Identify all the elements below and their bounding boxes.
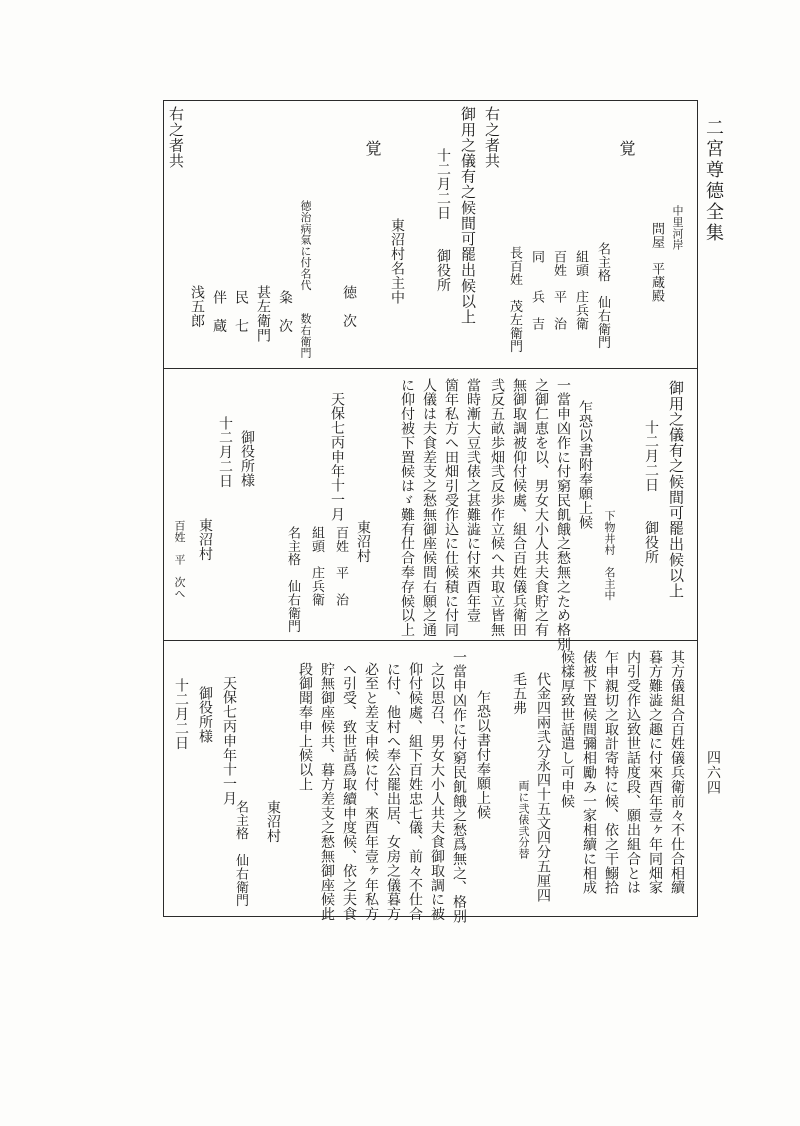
- text-column: 名主格 仙右衛門: [595, 242, 610, 350]
- text-column: 徳治病氣に付名代 数右衛門: [299, 200, 312, 359]
- text-column: 弐反五畝歩畑弐反歩作立候へ共取立皆無: [489, 378, 505, 638]
- text-column: 右之者共: [483, 106, 501, 169]
- text-column: 天保七丙申年十一月: [329, 392, 345, 522]
- text-column: 貯無御座候共、暮方差支之愁無御座候此: [319, 662, 335, 922]
- text-column: 徳 次: [341, 285, 357, 329]
- text-column: 東沼村: [265, 800, 281, 844]
- text-column: 東沼村: [355, 520, 371, 564]
- text-column: 中里河岸: [671, 205, 684, 251]
- text-column: 名主格 仙右衛門: [285, 526, 300, 634]
- text-column: 當時漸大豆弐俵之甚難澁に付來酉年壹: [465, 378, 481, 623]
- text-column: 御用之儀有之候間可罷出候以上: [667, 380, 685, 599]
- text-column: 百姓 平 治: [551, 250, 566, 331]
- text-column: 十二月二日: [217, 416, 233, 488]
- text-column: 十二月二日 御役所: [643, 420, 659, 564]
- text-column: へ引受、致世話爲取續申度候、依之夫食: [341, 662, 357, 922]
- text-column: 乍申親切之取計寄特に候、依之干鰯拾: [603, 650, 619, 895]
- text-column: 組頭 庄兵衛: [573, 250, 588, 331]
- text-column: 之御仁恵を以、男女大小人共夫食貯之有: [533, 378, 549, 638]
- text-column: 毛五弗: [511, 672, 527, 716]
- text-column: に仰付被下置候はゞ難有仕合奉存候以上: [399, 378, 415, 638]
- text-column: 下物井村 名主中: [603, 510, 616, 601]
- book-title: 二宮尊德全集: [703, 118, 724, 244]
- text-column: 東沼村: [197, 518, 213, 562]
- text-column: 候樣厚致世話遣し可申候: [559, 650, 575, 809]
- text-column: 粂 次: [277, 290, 293, 334]
- page-number: 四六四: [705, 750, 721, 795]
- text-column: 十二月二日: [173, 678, 189, 750]
- text-column: 浅五郎: [189, 285, 205, 329]
- text-column: 問屋 平蔵殿: [649, 222, 664, 303]
- text-column: 乍恐以書付奉願上候: [475, 690, 491, 820]
- text-column: 百姓 平 次へ: [173, 520, 186, 600]
- text-column: 乍恐以書附奉願上候: [577, 400, 593, 530]
- text-column: 伴 蔵: [211, 290, 227, 334]
- text-column: 右之者共: [167, 106, 185, 169]
- text-column: 御役所様: [239, 430, 255, 488]
- heading-oboe: 覚: [617, 140, 636, 157]
- text-column: 同 兵 吉: [529, 250, 544, 331]
- text-column: 東沼村名主中: [389, 218, 405, 305]
- text-column: 十二月二日 御役所: [435, 148, 451, 292]
- text-column: 一當申凶作に付窮民飢餓之愁無之ため格別: [555, 378, 571, 652]
- text-column: 暮方難澁之趣に付來酉年壹ヶ年同畑家: [647, 650, 663, 895]
- text-column: 御役所様: [197, 686, 213, 744]
- text-column: 箇年私方へ田畑引受作込に仕候積に付同: [443, 378, 459, 638]
- text-column: 一當申凶作に付窮民飢餓之愁爲無之、格別: [451, 650, 467, 924]
- text-column: 無御取調被仰付候處、組合百姓儀兵衛田: [511, 378, 527, 638]
- text-column: 百姓 平 治: [333, 526, 348, 607]
- text-column: 甚左衛門: [255, 285, 271, 343]
- text-column: 俵被下置候間彌相勵み一家相續に相成: [581, 650, 597, 895]
- text-column: 代金四兩弐分永四十五文四分五厘四: [535, 672, 551, 903]
- text-column: 民 七: [233, 290, 249, 334]
- text-column: 必至と差支申候に付、來酉年壹ヶ年私方: [363, 662, 379, 922]
- text-column: 両に弐俵弐分替: [517, 780, 530, 860]
- text-column: 天保七丙申年十一月: [221, 676, 237, 806]
- text-column: 其方儀組合百姓儀兵衛前々不仕合相續: [669, 650, 685, 895]
- text-column: 人儀は夫食差支之愁無御座候間右願之通: [421, 378, 437, 638]
- text-column: 之以思召、男女大小人共夫食御取調に被: [429, 662, 445, 922]
- section-divider-1: [163, 368, 698, 369]
- text-column: 御用之儀有之候間可罷出候以上: [459, 106, 477, 325]
- heading-oboe: 覚: [363, 140, 382, 157]
- text-column: 長百姓 茂左衛門: [507, 246, 522, 354]
- text-column: 組頭 庄兵衛: [309, 526, 324, 607]
- text-column: に付、他村へ奉公罷出居、女房之儀暮方: [385, 662, 401, 922]
- section-divider-2: [163, 640, 698, 641]
- text-column: 内引受作込致世話度段、願出組合とは: [625, 650, 641, 895]
- text-column: 仰付候處、組下百姓忠七儀、前々不仕合: [407, 662, 423, 922]
- text-column: 名主格 仙右衛門: [233, 800, 248, 908]
- text-column: 段御聞奉申上候以上: [297, 662, 313, 792]
